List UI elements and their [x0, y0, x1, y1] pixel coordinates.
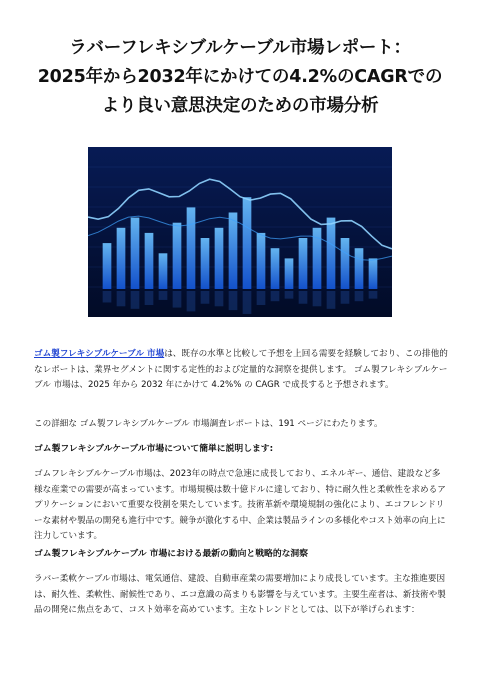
hero-bar-reflection [341, 291, 350, 304]
hero-bar-reflection [117, 291, 126, 306]
hero-bar [103, 243, 112, 289]
hero-bar-reflection [299, 291, 308, 304]
hero-bar [243, 197, 252, 289]
hero-bar [341, 238, 350, 289]
hero-bar-reflection [285, 291, 294, 299]
title-line-3: より良い意思決定のための市場分析 [101, 96, 379, 116]
hero-bar [117, 228, 126, 289]
section-heading-trends-text: ゴム製フレキシブルケーブル 市場における最新の動向と戦略的な洞察 [34, 549, 309, 559]
hero-bar-reflection [369, 291, 378, 299]
hero-bar-reflection [145, 291, 154, 305]
hero-bar-reflection [271, 291, 280, 301]
page-title [20, 34, 460, 121]
hero-bar [187, 207, 196, 289]
section-heading-trends [34, 547, 448, 563]
hero-bar [173, 223, 182, 289]
hero-bar-reflection [257, 291, 266, 305]
hero-image [88, 147, 392, 317]
hero-bar-reflection [229, 291, 238, 310]
hero-bar [271, 248, 280, 289]
hero-bar-reflection [215, 291, 224, 306]
hero-bar-reflection [355, 291, 364, 301]
hero-bar-chart-graphic [88, 147, 392, 317]
section-heading-overview [34, 442, 448, 458]
hero-bar [215, 228, 224, 289]
paragraph-intro-text: は、既存の水準と比較して予想を上回る需要を経験しており、この排他的なレポートは、業界セグメントに関する定性的および定量的な洞察を提供します。 ゴム製フレキシブルケーブル 市場は、2025 年から 2032 年にかけて 4.2%% の CAGR で成長すると予想されます。 [34, 349, 448, 390]
hero-bar-reflection [243, 291, 252, 314]
paragraph-overview [34, 467, 448, 545]
title-line-1: ラバーフレキシブルケーブル市場レポート： [69, 38, 411, 58]
hero-bar [229, 213, 238, 290]
paragraph-pages [34, 417, 448, 433]
hero-bar-reflection [159, 291, 168, 300]
hero-bar [285, 258, 294, 289]
hero-bar-reflection [187, 291, 196, 311]
paragraph-intro [34, 347, 448, 394]
market-link[interactable]: ゴム製フレキシブルケーブル 市場 [34, 349, 165, 359]
hero-bar-reflection [131, 291, 140, 309]
hero-bar-reflection [327, 291, 336, 309]
hero-bar [369, 258, 378, 289]
hero-bar [145, 233, 154, 289]
hero-bar [257, 233, 266, 289]
hero-bar-reflection [201, 291, 210, 304]
hero-bar [355, 248, 364, 289]
title-line-2: 2025年から2032年にかけての4.2%のCAGRでの [37, 67, 443, 87]
hero-bar [131, 218, 140, 289]
hero-bar-reflection [103, 291, 112, 302]
hero-bar [159, 253, 168, 289]
hero-bar-reflection [173, 291, 182, 308]
hero-bar-reflection [313, 291, 322, 306]
section-heading-overview-text: ゴム製フレキシブルケーブル市場について簡単に説明します: [34, 444, 274, 454]
hero-bar [299, 238, 308, 289]
paragraph-overview-text: ゴムフレキシブルケーブル市場は、2023年の時点で急速に成長しており、エネルギー、通信、建設など多様な産業での需要が高まっています。市場規模は数十億ドルに達しており、特に耐久性と柔軟性を求めるアプリケーションにおいて重要な役割を果たしています。技術革新や環境規制の強化により、エコフレンドリーな素材や製品の開発も進行中です。競争が激化する中、企業は製品ラインの多様化やコスト効率の向上に注力しています。 [34, 469, 446, 541]
hero-bar [327, 218, 336, 289]
paragraph-trends [34, 572, 448, 619]
paragraph-pages-text: この詳細な ゴム製フレキシブルケーブル 市場調査レポートは、191 ページにわたります。 [34, 419, 383, 429]
hero-bar [201, 238, 210, 289]
paragraph-trends-text: ラバー柔軟ケーブル市場は、電気通信、建設、自動車産業の需要増加により成長しています。主な推進要因は、耐久性、柔軟性、耐候性であり、エコ意識の高まりも影響を与えています。主要生産者は、新技術や製品の開発に焦点をあて、コスト効率を高めています。主なトレンドとしては、以下が挙げられます： [34, 574, 446, 615]
